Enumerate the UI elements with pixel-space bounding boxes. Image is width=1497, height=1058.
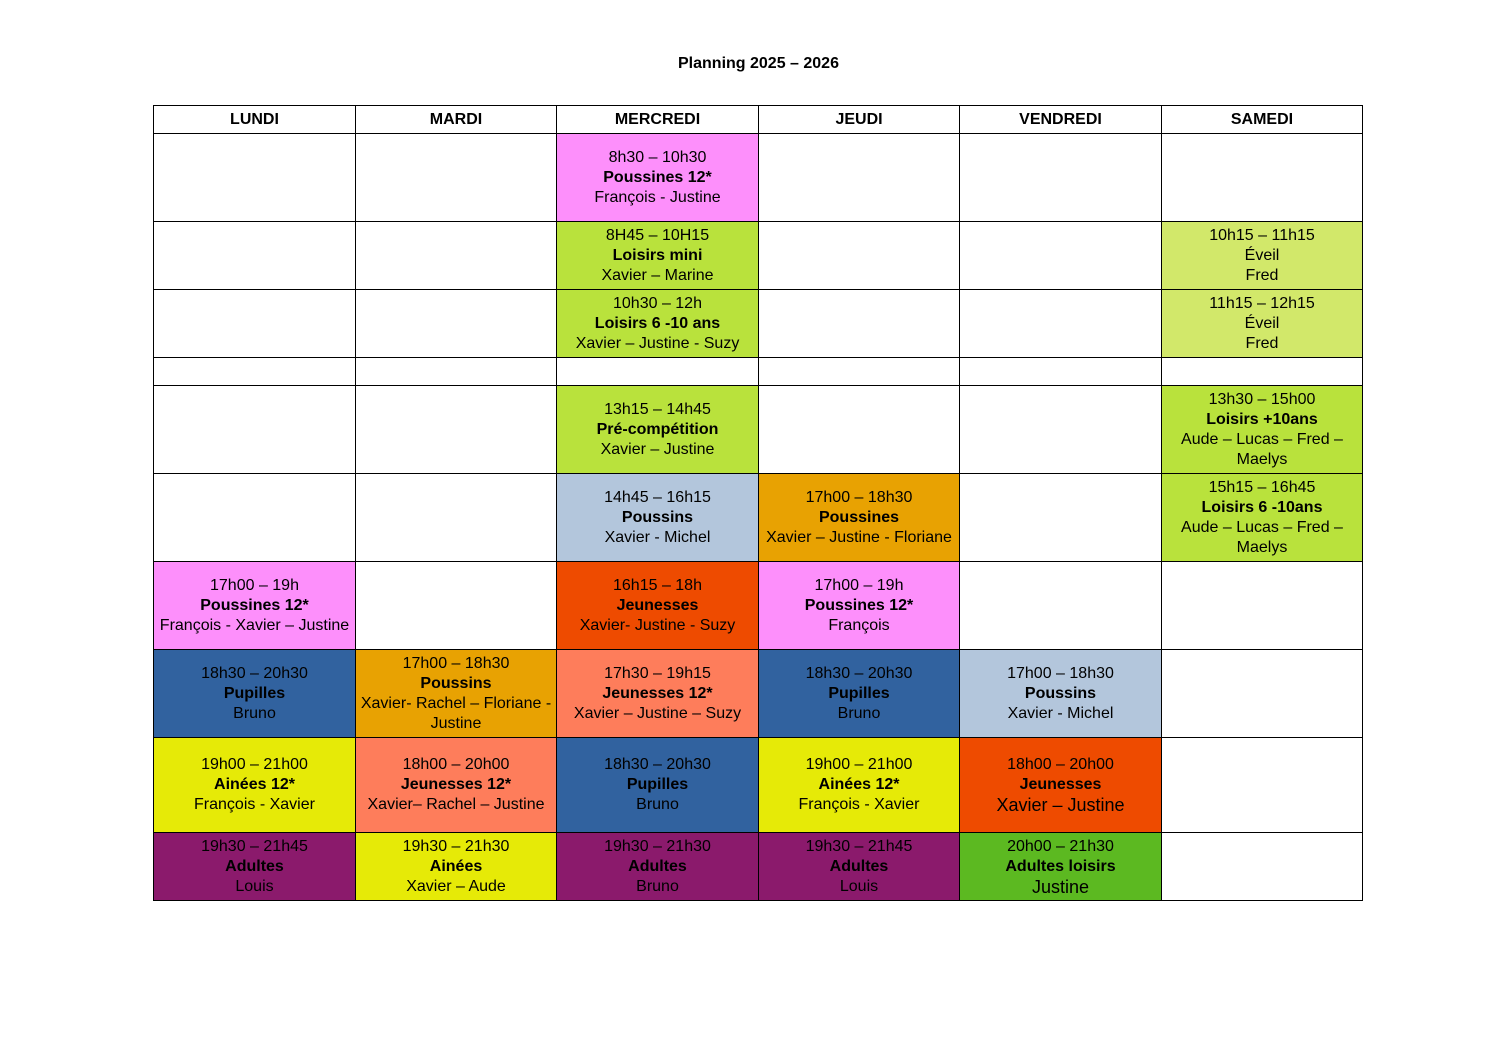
session-coaches: Xavier - Michel [1007,704,1114,722]
session-cell [759,738,960,833]
session-cell [759,650,960,738]
table-row [154,358,1363,386]
session-cell [557,290,759,358]
session-name: Jeunesses [616,596,699,614]
session-name: Poussins [1024,684,1097,702]
empty-cell [960,222,1162,290]
empty-cell [1162,562,1363,650]
empty-cell [960,134,1162,222]
empty-cell [1162,833,1363,901]
session-time: 19h30 – 21h30 [402,837,510,855]
session-coaches: Xavier- Rachel – Floriane - Justine [360,694,552,732]
session-name: Poussines 12* [200,596,309,614]
empty-cell [960,386,1162,474]
session-coaches: Xavier – Justine [996,795,1125,815]
session-name: Adultes [225,857,284,875]
session-time: 18h30 – 20h30 [201,664,308,682]
session-time: 17h00 – 18h30 [402,654,510,672]
session-coaches: Justine [1031,876,1090,897]
session-time: 18h00 – 20h00 [1007,756,1114,773]
session-name: Adultes [829,857,889,875]
session-cell [557,222,759,290]
empty-cell [154,474,356,562]
session-coaches: Xavier – Aude [406,877,506,895]
empty-cell [154,358,356,386]
session-cell [557,738,759,833]
table-row [154,833,1363,901]
session-coaches: François - Xavier [798,796,920,813]
empty-cell [356,386,557,474]
empty-cell [759,386,960,474]
session-time: 19h30 – 21h45 [805,837,913,855]
session-coaches: Fred [1245,266,1279,284]
session-cell [759,474,960,562]
empty-cell [154,134,356,222]
page-title: Planning 2025 – 2026 [678,55,839,72]
session-cell [557,134,759,222]
session-time: 17h00 – 18h30 [1007,664,1114,682]
session-name: Poussins [621,508,694,526]
session-cell [356,738,557,833]
empty-cell [1162,358,1363,386]
empty-cell [557,358,759,386]
session-time: 13h30 – 15h00 [1208,390,1316,408]
session-time: 8h30 – 10h30 [608,148,707,166]
session-time: 17h30 – 19h15 [604,664,711,682]
session-time: 17h00 – 18h30 [805,488,913,506]
session-time: 19h00 – 21h00 [805,756,913,773]
table-row [154,134,1363,222]
session-cell [154,833,356,901]
session-coaches: Xavier- Justine - Suzy [579,616,736,634]
session-time: 15h15 – 16h45 [1208,478,1316,496]
session-name: Loisirs 6 -10 ans [594,314,721,332]
session-name: Ainées 12* [818,776,900,793]
empty-cell [154,222,356,290]
session-name: Loisirs +10ans [1206,410,1318,428]
session-cell [557,650,759,738]
session-name: Poussins [420,674,492,692]
session-name: Jeunesses 12* [400,776,512,793]
session-time: 18h30 – 20h30 [805,664,913,682]
empty-cell [356,290,557,358]
table-row [154,562,1363,650]
session-name: Éveil [1244,246,1280,264]
empty-cell [759,222,960,290]
session-time: 16h15 – 18h [613,576,702,594]
schedule-table [153,105,1363,901]
table-row [154,474,1363,562]
session-cell [154,650,356,738]
session-time: 20h00 – 21h30 [1007,837,1114,855]
empty-cell [356,562,557,650]
session-cell [557,833,759,901]
session-time: 17h00 – 19h [814,576,904,594]
session-coaches: Xavier - Michel [604,528,711,546]
session-name: Poussines 12* [603,168,712,186]
table-row [154,290,1363,358]
empty-cell [356,222,557,290]
session-cell [154,738,356,833]
session-coaches: Bruno [233,704,276,722]
empty-cell [960,562,1162,650]
schedule-body [154,134,1363,901]
session-coaches: Xavier – Marine [601,266,714,284]
session-time: 13h15 – 14h45 [604,400,711,418]
session-coaches: François [828,616,890,634]
session-name: Poussines [818,508,900,526]
session-coaches: François - Justine [594,188,721,206]
session-coaches: Fred [1245,334,1279,352]
empty-cell [759,290,960,358]
empty-cell [356,358,557,386]
session-cell [1162,474,1363,562]
session-name: Loisirs 6 -10ans [1201,498,1323,516]
empty-cell [960,474,1162,562]
session-time: 8H45 – 10H15 [605,226,710,244]
table-row [154,738,1363,833]
empty-cell [960,290,1162,358]
session-cell [356,833,557,901]
session-time: 19h30 – 21h45 [201,837,308,855]
session-coaches: Bruno [636,877,679,895]
session-time: 14h45 – 16h15 [604,488,711,506]
session-coaches: Xavier– Rachel – Justine [367,796,545,813]
table-row [154,386,1363,474]
session-coaches: Louis [235,877,274,895]
session-coaches: Aude – Lucas – Fred – Maelys [1181,430,1343,468]
session-cell [759,562,960,650]
session-name: Adultes loisirs [1005,857,1116,875]
empty-cell [356,474,557,562]
empty-cell [960,358,1162,386]
session-coaches: Bruno [636,796,679,813]
session-name: Jeunesses 12* [602,684,713,702]
empty-cell [154,386,356,474]
table-row [154,222,1363,290]
session-time: 18h00 – 20h00 [402,756,510,773]
session-cell [557,562,759,650]
day-header-lundi: LUNDI [154,106,356,134]
empty-cell [1162,134,1363,222]
session-coaches: Louis [839,877,879,895]
day-header-samedi: SAMEDI [1162,106,1363,134]
empty-cell [154,290,356,358]
session-name: Poussines 12* [804,596,914,614]
session-cell [154,562,356,650]
session-time: 19h30 – 21h30 [604,837,711,855]
empty-cell [356,134,557,222]
session-cell [759,833,960,901]
day-header-jeudi: JEUDI [759,106,960,134]
session-coaches: Xavier – Justine - Suzy [575,334,740,352]
table-row [154,650,1363,738]
empty-cell [759,134,960,222]
session-cell [1162,222,1363,290]
empty-cell [1162,650,1363,738]
session-coaches: Bruno [837,704,881,722]
session-cell [960,833,1162,901]
session-coaches: Xavier – Justine [600,440,715,458]
session-coaches: François - Xavier [194,796,315,813]
session-name: Pupilles [223,684,286,702]
session-name: Loisirs mini [612,246,703,264]
session-name: Ainées [429,857,483,875]
session-coaches: Xavier – Justine – Suzy [573,704,742,722]
day-header-mercredi: MERCREDI [557,106,759,134]
session-name: Adultes [628,857,687,875]
day-header-mardi: MARDI [356,106,557,134]
session-time: 17h00 – 19h [210,576,299,594]
session-cell [557,386,759,474]
session-time: 10h30 – 12h [613,294,702,312]
session-time: 19h00 – 21h00 [201,756,308,773]
session-name: Pupilles [828,684,890,702]
session-coaches: François - Xavier – Justine [159,616,350,634]
session-name: Ainées 12* [214,776,295,793]
session-name: Pupilles [626,776,689,793]
session-name: Jeunesses [1019,776,1102,793]
day-header-vendredi: VENDREDI [960,106,1162,134]
header-row [154,106,1363,134]
empty-cell [759,358,960,386]
session-cell [557,474,759,562]
session-name: Éveil [1244,314,1280,332]
empty-cell [1162,738,1363,833]
session-cell [1162,386,1363,474]
session-name: Pré-compétition [596,420,719,438]
session-cell [1162,290,1363,358]
session-time: 10h15 – 11h15 [1209,226,1315,244]
session-cell [960,650,1162,738]
session-cell [356,650,557,738]
session-coaches: Aude – Lucas – Fred – Maelys [1181,518,1343,556]
session-cell [960,738,1162,833]
session-time: 11h15 – 12h15 [1209,294,1315,312]
session-time: 18h30 – 20h30 [604,756,711,773]
session-coaches: Xavier – Justine - Floriane [766,528,952,546]
